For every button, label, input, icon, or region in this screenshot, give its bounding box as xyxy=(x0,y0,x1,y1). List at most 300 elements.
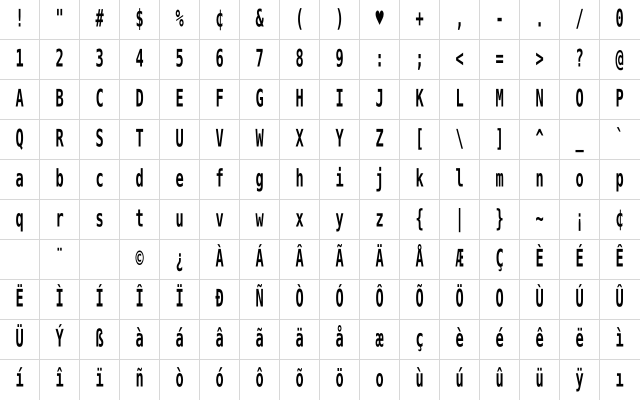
glyph-cell[interactable] xyxy=(80,360,120,400)
glyph-Ograve: Ò xyxy=(295,285,304,313)
glyph-cell[interactable] xyxy=(560,80,600,120)
glyph-E: E xyxy=(175,85,184,113)
glyph-y: y xyxy=(335,205,344,233)
glyph-j: j xyxy=(375,165,384,193)
glyph-quotedbl: " xyxy=(55,5,64,33)
glyph-cell[interactable] xyxy=(160,240,200,280)
glyph-cell[interactable] xyxy=(600,0,640,40)
glyph-cell[interactable] xyxy=(200,160,240,200)
glyph-cell[interactable] xyxy=(240,280,280,320)
glyph-semicolon: ; xyxy=(415,45,424,73)
glyph-cell[interactable] xyxy=(480,240,520,280)
glyph-i: i xyxy=(335,165,344,193)
glyph-questiondown: ¿ xyxy=(175,245,184,273)
glyph-h: h xyxy=(295,165,304,193)
glyph-dollar: $ xyxy=(135,5,144,33)
glyph-z: z xyxy=(375,205,384,233)
glyph-oacute: ó xyxy=(215,365,224,394)
glyph-ograve: ò xyxy=(175,365,184,394)
glyph-cell[interactable] xyxy=(40,240,80,280)
glyph-cell[interactable] xyxy=(360,80,400,120)
glyph-ae: æ xyxy=(375,325,384,353)
glyph-five: 5 xyxy=(175,45,184,73)
glyph-Atilde: Ã xyxy=(335,245,344,273)
glyph-cell[interactable] xyxy=(240,360,280,400)
glyph-Yacute: Ý xyxy=(55,325,64,353)
glyph-cell[interactable] xyxy=(440,280,480,320)
glyph-cell[interactable] xyxy=(280,360,320,400)
glyph-cell[interactable] xyxy=(0,80,40,120)
glyph-cell[interactable] xyxy=(120,240,160,280)
glyph-cell[interactable] xyxy=(360,40,400,80)
glyph-J: J xyxy=(375,85,384,113)
glyph-g: g xyxy=(255,165,264,193)
glyph-cell[interactable] xyxy=(80,80,120,120)
glyph-H: H xyxy=(295,85,304,113)
glyph-t: t xyxy=(135,205,144,233)
glyph-cell[interactable] xyxy=(440,80,480,120)
glyph-four: 4 xyxy=(135,45,144,73)
glyph-Ocircumflex: Ô xyxy=(375,285,384,313)
glyph-cell[interactable] xyxy=(520,40,560,80)
glyph-iacute: í xyxy=(15,365,24,394)
glyph-cell[interactable] xyxy=(160,200,200,240)
glyph-less: < xyxy=(455,45,464,73)
glyph-cell[interactable] xyxy=(280,40,320,80)
glyph-cell[interactable] xyxy=(0,0,40,40)
glyph-cell[interactable] xyxy=(360,200,400,240)
glyph-heart: ♥ xyxy=(375,5,384,33)
glyph-cell[interactable] xyxy=(600,80,640,120)
glyph-odieresis: ö xyxy=(335,365,344,394)
glyph-aring: å xyxy=(335,325,344,353)
glyph-cell[interactable] xyxy=(120,160,160,200)
glyph-cell[interactable] xyxy=(120,280,160,320)
glyph-cell[interactable] xyxy=(480,320,520,360)
glyph-oslash: o xyxy=(375,365,384,394)
glyph-cell[interactable] xyxy=(120,200,160,240)
glyph-cell[interactable] xyxy=(200,0,240,40)
glyph-zero: 0 xyxy=(615,5,625,33)
glyph-cell[interactable] xyxy=(40,80,80,120)
glyph-cell[interactable] xyxy=(80,200,120,240)
glyph-cell[interactable] xyxy=(560,160,600,200)
glyph-ntilde: ñ xyxy=(135,365,144,394)
glyph-B: B xyxy=(55,85,64,113)
glyph-cell[interactable] xyxy=(200,200,240,240)
glyph-cell[interactable] xyxy=(40,200,80,240)
glyph-cell[interactable] xyxy=(120,360,160,400)
glyph-three: 3 xyxy=(95,45,104,73)
glyph-cell[interactable] xyxy=(240,160,280,200)
glyph-ugrave: ù xyxy=(415,365,424,394)
glyph-cell[interactable] xyxy=(0,360,40,400)
glyph-Acircumflex: Â xyxy=(295,245,304,273)
glyph-cell[interactable] xyxy=(560,360,600,400)
glyph-Aacute: Á xyxy=(255,245,264,273)
glyph-cell[interactable] xyxy=(0,200,40,240)
glyph-cell[interactable] xyxy=(160,0,200,40)
glyph-atilde: ã xyxy=(255,325,264,353)
glyph-d: d xyxy=(135,165,144,193)
glyph-acircumflex: â xyxy=(215,325,224,353)
glyph-cell[interactable] xyxy=(320,0,360,40)
glyph-Y: Y xyxy=(335,125,344,153)
glyph-cell[interactable] xyxy=(240,200,280,240)
glyph-s: s xyxy=(95,205,104,233)
glyph-c: c xyxy=(95,165,104,193)
glyph-cell[interactable] xyxy=(560,240,600,280)
glyph-udieresis: ü xyxy=(535,365,544,394)
glyph-cell[interactable] xyxy=(200,320,240,360)
glyph-Oacute: Ó xyxy=(335,285,344,313)
glyph-cell[interactable] xyxy=(560,40,600,80)
glyph-cell[interactable] xyxy=(520,80,560,120)
glyph-cell[interactable] xyxy=(240,320,280,360)
glyph-w: w xyxy=(255,205,264,233)
glyph-p: p xyxy=(615,165,625,193)
glyph-cell[interactable] xyxy=(80,240,120,280)
glyph-igrave: ì xyxy=(615,325,625,353)
glyph-cell[interactable] xyxy=(0,160,40,200)
glyph-Oslash: O xyxy=(495,285,504,313)
glyph-Edieresis: Ë xyxy=(15,285,24,313)
glyph-T: T xyxy=(135,125,144,153)
glyph-cell[interactable] xyxy=(0,40,40,80)
glyph-cell[interactable] xyxy=(520,120,560,160)
glyph-cell[interactable] xyxy=(560,320,600,360)
glyph-cell[interactable] xyxy=(400,80,440,120)
glyph-cell[interactable] xyxy=(240,120,280,160)
glyph-cell[interactable] xyxy=(400,360,440,400)
glyph-cell[interactable] xyxy=(280,160,320,200)
glyph-Odieresis: Ö xyxy=(455,285,464,313)
glyph-cell[interactable] xyxy=(160,120,200,160)
glyph-cell[interactable] xyxy=(80,40,120,80)
glyph-cell[interactable] xyxy=(160,40,200,80)
glyph-Eacute: É xyxy=(575,245,584,273)
glyph-seven: 7 xyxy=(255,45,264,73)
glyph-cell[interactable] xyxy=(320,200,360,240)
glyph-L: L xyxy=(455,85,464,113)
glyph-Ccedilla: Ç xyxy=(495,245,504,273)
glyph-eacute: é xyxy=(495,325,504,353)
glyph-cell[interactable] xyxy=(0,240,40,280)
glyph-Icircumflex: Î xyxy=(135,285,144,313)
glyph-Ntilde: Ñ xyxy=(255,285,264,313)
glyph-cell[interactable] xyxy=(280,320,320,360)
glyph-cell[interactable] xyxy=(400,200,440,240)
glyph-cell[interactable] xyxy=(520,360,560,400)
glyph-cell[interactable] xyxy=(480,0,520,40)
glyph-Uacute: Ú xyxy=(575,285,584,313)
glyph-cell[interactable] xyxy=(40,280,80,320)
glyph-copyright: © xyxy=(135,245,144,273)
glyph-cell[interactable] xyxy=(80,0,120,40)
glyph-cell[interactable] xyxy=(400,0,440,40)
glyph-cell[interactable] xyxy=(40,0,80,40)
glyph-two: 2 xyxy=(55,45,64,73)
glyph-parenleft: ( xyxy=(295,5,304,33)
glyph-slash: / xyxy=(575,5,584,33)
glyph-cell[interactable] xyxy=(440,40,480,80)
glyph-cell[interactable] xyxy=(360,240,400,280)
glyph-x: x xyxy=(295,205,304,233)
glyph-b: b xyxy=(55,165,64,193)
glyph-cell[interactable] xyxy=(200,120,240,160)
glyph-u: u xyxy=(175,205,184,233)
glyph-cell[interactable] xyxy=(160,360,200,400)
glyph-braceright: } xyxy=(495,205,504,233)
glyph-cell[interactable] xyxy=(480,80,520,120)
glyph-cell[interactable] xyxy=(160,80,200,120)
glyph-cell[interactable] xyxy=(360,320,400,360)
glyph-o: o xyxy=(575,165,584,193)
glyph-idieresis: ï xyxy=(95,365,104,394)
glyph-cell[interactable] xyxy=(520,320,560,360)
glyph-M: M xyxy=(495,85,504,113)
glyph-Egrave: È xyxy=(535,245,544,273)
glyph-AE: Æ xyxy=(455,245,464,273)
glyph-cell[interactable] xyxy=(320,240,360,280)
glyph-m: m xyxy=(495,165,504,193)
glyph-Eth: Ð xyxy=(215,285,224,313)
glyph-comma: , xyxy=(455,5,464,33)
glyph-cell[interactable] xyxy=(320,160,360,200)
glyph-hyphen: - xyxy=(495,5,504,33)
glyph-cell[interactable] xyxy=(520,280,560,320)
glyph-f: f xyxy=(215,165,224,193)
glyph-D: D xyxy=(135,85,144,113)
glyph-adieresis: ä xyxy=(295,325,304,353)
glyph-cell[interactable] xyxy=(200,240,240,280)
glyph-edieresis: ë xyxy=(575,325,584,353)
glyph-cell[interactable] xyxy=(520,0,560,40)
glyph-cell[interactable] xyxy=(320,120,360,160)
glyph-S: S xyxy=(95,125,104,153)
glyph-space xyxy=(15,247,23,271)
glyph-cell[interactable] xyxy=(520,240,560,280)
glyph-cell[interactable] xyxy=(80,160,120,200)
glyph-cell[interactable] xyxy=(560,120,600,160)
glyph-cell[interactable] xyxy=(0,120,40,160)
glyph-one: 1 xyxy=(15,45,24,73)
glyph-cell[interactable] xyxy=(240,240,280,280)
glyph-cell[interactable] xyxy=(400,240,440,280)
glyph-cell[interactable] xyxy=(400,120,440,160)
glyph-cell[interactable] xyxy=(160,320,200,360)
glyph-a: a xyxy=(15,165,24,193)
glyph-space2 xyxy=(95,247,103,271)
glyph-cell[interactable] xyxy=(320,360,360,400)
glyph-Z: Z xyxy=(375,125,384,153)
glyph-asciitilde: ~ xyxy=(535,205,544,233)
glyph-cell[interactable] xyxy=(120,320,160,360)
glyph-cell[interactable] xyxy=(120,120,160,160)
glyph-cell[interactable] xyxy=(400,160,440,200)
glyph-cell[interactable] xyxy=(400,40,440,80)
glyph-ccedilla: ç xyxy=(415,325,424,353)
glyph-cent: ¢ xyxy=(215,5,224,33)
glyph-cell[interactable] xyxy=(120,0,160,40)
glyph-P: P xyxy=(615,85,625,113)
glyph-Adieresis: Ä xyxy=(375,245,384,273)
glyph-cell[interactable] xyxy=(600,360,640,400)
glyph-cell[interactable] xyxy=(360,360,400,400)
glyph-ucircumflex: û xyxy=(495,365,504,394)
glyph-cell[interactable] xyxy=(440,240,480,280)
glyph-cell[interactable] xyxy=(440,200,480,240)
glyph-R: R xyxy=(55,125,64,153)
glyph-bracketright: ] xyxy=(495,125,504,153)
glyph-cell[interactable] xyxy=(320,80,360,120)
glyph-cell[interactable] xyxy=(120,80,160,120)
glyph-cell[interactable] xyxy=(280,200,320,240)
glyph-cell[interactable] xyxy=(280,240,320,280)
glyph-cell[interactable] xyxy=(80,120,120,160)
glyph-A: A xyxy=(15,85,24,113)
glyph-cell[interactable] xyxy=(400,280,440,320)
glyph-cell[interactable] xyxy=(440,360,480,400)
glyph-cell[interactable] xyxy=(40,360,80,400)
glyph-G: G xyxy=(255,85,264,113)
glyph-X: X xyxy=(295,125,304,153)
glyph-cell[interactable] xyxy=(80,320,120,360)
glyph-cell[interactable] xyxy=(400,320,440,360)
glyph-greater: > xyxy=(535,45,544,73)
glyph-cell[interactable] xyxy=(240,0,280,40)
glyph-cell[interactable] xyxy=(40,320,80,360)
glyph-cell[interactable] xyxy=(480,160,520,200)
glyph-Otilde: Õ xyxy=(415,285,424,313)
glyph-cell[interactable] xyxy=(600,240,640,280)
glyph-otilde: õ xyxy=(295,365,304,394)
glyph-cell[interactable] xyxy=(480,120,520,160)
glyph-cell[interactable] xyxy=(0,320,40,360)
glyph-q: q xyxy=(15,205,24,233)
glyph-cell[interactable] xyxy=(600,120,640,160)
glyph-backslash: \ xyxy=(455,125,464,153)
glyph-question: ? xyxy=(575,45,584,73)
glyph-cell[interactable] xyxy=(40,40,80,80)
glyph-cell[interactable] xyxy=(240,80,280,120)
glyph-cell[interactable] xyxy=(240,40,280,80)
glyph-bar: | xyxy=(455,205,464,233)
glyph-Q: Q xyxy=(15,125,24,153)
glyph-cell[interactable] xyxy=(600,40,640,80)
glyph-numbersign: # xyxy=(95,5,104,33)
glyph-r: r xyxy=(55,205,64,233)
glyph-exclam: ! xyxy=(15,5,24,33)
glyph-cell[interactable] xyxy=(440,320,480,360)
glyph-cell[interactable] xyxy=(320,40,360,80)
glyph-cell[interactable] xyxy=(600,160,640,200)
glyph-cell[interactable] xyxy=(480,280,520,320)
glyph-Iacute: Í xyxy=(95,285,104,313)
glyph-cell[interactable] xyxy=(160,280,200,320)
glyph-C: C xyxy=(95,85,104,113)
glyph-cell[interactable] xyxy=(600,320,640,360)
glyph-Udieresis: Ü xyxy=(15,325,24,353)
glyph-cell[interactable] xyxy=(200,40,240,80)
glyph-cell[interactable] xyxy=(200,360,240,400)
glyph-cell[interactable] xyxy=(600,200,640,240)
glyph-cell[interactable] xyxy=(360,0,400,40)
glyph-dotlessi: ı xyxy=(615,365,625,394)
glyph-cell[interactable] xyxy=(40,160,80,200)
glyph-F: F xyxy=(215,85,224,113)
glyph-cell[interactable] xyxy=(120,40,160,80)
glyph-colon: : xyxy=(375,45,384,73)
glyph-cell[interactable] xyxy=(280,80,320,120)
glyph-Ugrave: Ù xyxy=(535,285,544,313)
glyph-underscore: _ xyxy=(575,125,584,153)
glyph-uacute: ú xyxy=(455,365,464,394)
glyph-ampersand: & xyxy=(255,5,264,33)
glyph-e: e xyxy=(175,165,184,193)
glyph-Agrave: À xyxy=(215,245,224,273)
glyph-six: 6 xyxy=(215,45,224,73)
glyph-eight: 8 xyxy=(295,45,304,73)
glyph-cell[interactable] xyxy=(200,280,240,320)
glyph-cell[interactable] xyxy=(80,280,120,320)
glyph-cell[interactable] xyxy=(480,200,520,240)
glyph-cell[interactable] xyxy=(480,40,520,80)
glyph-cell[interactable] xyxy=(320,280,360,320)
glyph-cell[interactable] xyxy=(560,280,600,320)
glyph-Ucircumflex: Û xyxy=(615,285,625,313)
glyph-cent2: ¢ xyxy=(615,205,625,233)
glyph-ydieresis: ÿ xyxy=(575,365,584,394)
glyph-cell[interactable] xyxy=(480,360,520,400)
glyph-cell[interactable] xyxy=(520,200,560,240)
glyph-N: N xyxy=(535,85,544,113)
glyph-ecircumflex: ê xyxy=(535,325,544,353)
glyph-agrave: à xyxy=(135,325,144,353)
glyph-cell[interactable] xyxy=(360,280,400,320)
glyph-U: U xyxy=(175,125,184,153)
glyph-cell[interactable] xyxy=(160,160,200,200)
glyph-parenright: ) xyxy=(335,5,344,33)
glyph-cell[interactable] xyxy=(560,0,600,40)
glyph-K: K xyxy=(415,85,424,113)
glyph-cell[interactable] xyxy=(0,280,40,320)
glyph-cell[interactable] xyxy=(360,160,400,200)
glyph-cell[interactable] xyxy=(280,280,320,320)
glyph-cell[interactable] xyxy=(360,120,400,160)
glyph-cell[interactable] xyxy=(280,120,320,160)
glyph-cell[interactable] xyxy=(40,120,80,160)
glyph-Igrave: Ì xyxy=(55,285,64,313)
glyph-I: I xyxy=(335,85,344,113)
glyph-cell[interactable] xyxy=(560,200,600,240)
glyph-cell[interactable] xyxy=(440,0,480,40)
glyph-cell[interactable] xyxy=(600,280,640,320)
glyph-v: v xyxy=(215,205,224,233)
glyph-bracketleft: [ xyxy=(415,125,424,153)
glyph-cell[interactable] xyxy=(440,160,480,200)
glyph-cell[interactable] xyxy=(520,160,560,200)
glyph-k: k xyxy=(415,165,424,193)
glyph-dieresis: ¨ xyxy=(55,245,64,273)
glyph-ocircumflex: ô xyxy=(255,365,264,394)
glyph-icircumflex: î xyxy=(55,365,64,394)
glyph-cell[interactable] xyxy=(200,80,240,120)
glyph-cell[interactable] xyxy=(320,320,360,360)
glyph-O: O xyxy=(575,85,584,113)
glyph-cell[interactable] xyxy=(280,0,320,40)
glyph-cell[interactable] xyxy=(440,120,480,160)
